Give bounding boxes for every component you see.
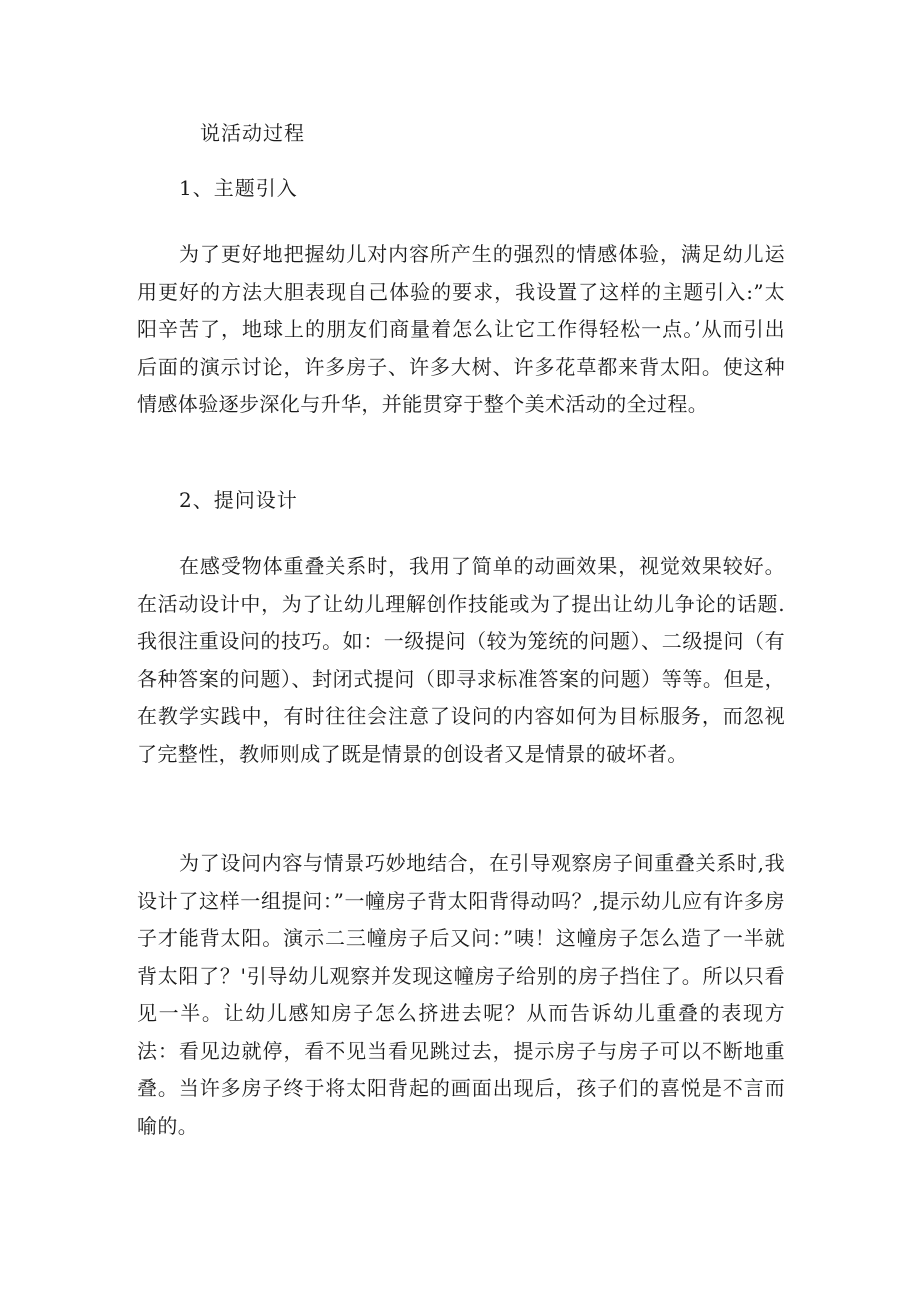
page-title: 说活动过程 <box>200 121 305 145</box>
section-heading-question-design: 2、提问设计 <box>179 488 298 512</box>
section-heading-theme-intro: 1、主题引入 <box>179 176 298 200</box>
paragraph-theme-intro: 为了更好地把握幼儿对内容所产生的强烈的情感体验，满足幼儿运用更好的方法大胆表现自己体验的要求，我设置了这样的主题引入:”太阳辛苦了，地球上的朋友们商量着怎么让它工作得轻松一点。’从而引出后面的演示讨论，许多房子、许多大树、许多花草都来背太阳。使这种情感体验逐步深化与升华，并能贯穿于整个美术活动的全过程。 <box>137 242 785 416</box>
paragraph-question-design-2: 为了设问内容与情景巧妙地结合，在引导观察房子间重叠关系时,我设计了这样一组提问：”一幢房子背太阳背得动吗？,提示幼儿应有许多房子才能背太阳。演示二三幢房子后又问：”咦！这幢房子怎么造了一半就背太阳了？'引导幼儿观察并发现这幢房子给别的房子挡住了。所以只看见一半。让幼儿感知房子怎么挤进去呢？从而告诉幼儿重叠的表现方法：看见边就停，看不见当看见跳过去，提示房子与房子可以不断地重叠。当许多房子终于将太阳背起的画面出现后，孩子们的喜悦是不言而喻的。 <box>137 851 785 1138</box>
paragraph-question-design-1: 在感受物体重叠关系时，我用了简单的动画效果，视觉效果较好。在活动设计中，为了让幼儿理解创作技能或为了提出让幼儿争论的话题.我很注重设问的技巧。如：一级提问（较为笼统的问题）、二级提问（有各种答案的问题）、封闭式提问（即寻求标准答案的问题）等等。但是，在教学实践中，有时往往会注意了设问的内容如何为目标服务，而忽视了完整性，教师则成了既是情景的创设者又是情景的破坏者。 <box>137 554 785 766</box>
